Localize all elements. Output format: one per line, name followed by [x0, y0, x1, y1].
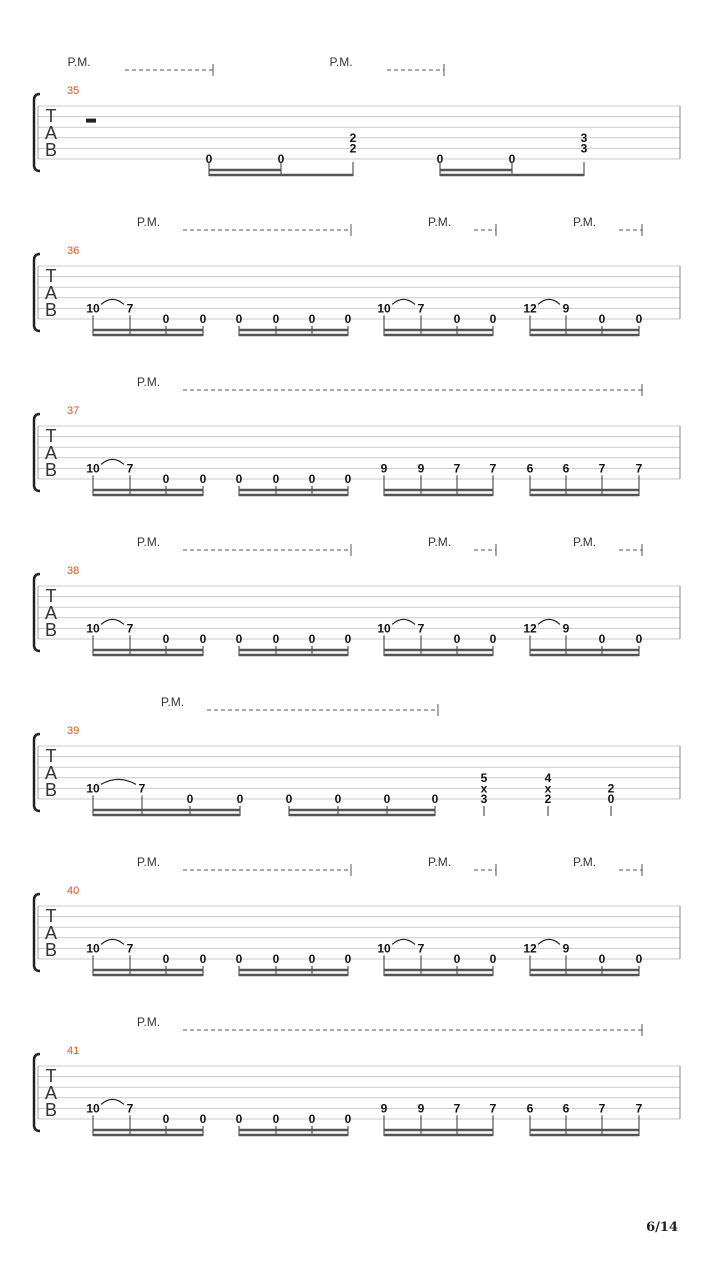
- fret-number: 0: [383, 792, 391, 806]
- palm-mute-label: P.M.: [329, 55, 353, 69]
- slur: [392, 619, 415, 624]
- fret-number: x: [544, 781, 552, 796]
- palm-mute-label: P.M.: [137, 1015, 161, 1029]
- fret-number: 6: [526, 461, 534, 476]
- fret-number: 3: [580, 130, 588, 145]
- fret-number: 0: [199, 952, 207, 966]
- fret-number: 7: [489, 461, 497, 476]
- tab-letter-a: A: [44, 1083, 58, 1103]
- fret-number: 7: [126, 941, 134, 956]
- fret-number: 7: [138, 781, 146, 796]
- tab-letter-t: T: [45, 746, 57, 766]
- fret-number: 0: [235, 632, 243, 646]
- fret-number: 0: [162, 1112, 170, 1126]
- fret-number: 0: [453, 952, 461, 966]
- fret-number: 0: [598, 632, 606, 646]
- fret-number: 7: [635, 1101, 643, 1116]
- fret-number: 0: [308, 632, 316, 646]
- fret-number: 0: [285, 792, 293, 806]
- fret-number: 7: [635, 461, 643, 476]
- fret-number: 9: [380, 1101, 388, 1116]
- measure-number: 39: [67, 725, 80, 737]
- fret-number: 0: [344, 472, 352, 486]
- fret-number: 0: [199, 472, 207, 486]
- measure-number: 37: [67, 405, 80, 417]
- fret-number: 9: [417, 461, 425, 476]
- fret-number: 7: [417, 301, 425, 316]
- fret-number: 10: [377, 621, 391, 636]
- fret-number: 0: [272, 1112, 280, 1126]
- fret-number: 7: [126, 461, 134, 476]
- fret-number: 0: [235, 952, 243, 966]
- fret-number: 0: [272, 312, 280, 326]
- fret-number: 6: [562, 461, 570, 476]
- fret-number: 2: [349, 130, 357, 145]
- fret-number: 0: [272, 952, 280, 966]
- fret-number: 5: [480, 770, 488, 785]
- tab-letter-t: T: [45, 586, 57, 606]
- palm-mute-label: P.M.: [428, 855, 452, 869]
- measure-number: 41: [67, 1045, 80, 1057]
- fret-number: 6: [562, 1101, 570, 1116]
- tab-letter-a: A: [44, 763, 58, 783]
- measure-number: 35: [67, 85, 80, 97]
- fret-number: 9: [380, 461, 388, 476]
- slur: [101, 299, 124, 304]
- tab-letter-b: B: [44, 460, 58, 480]
- tab-letter-a: A: [44, 123, 58, 143]
- tab-letter-b: B: [44, 140, 58, 160]
- fret-number: 0: [607, 792, 615, 806]
- fret-number: 0: [344, 1112, 352, 1126]
- fret-number: 0: [453, 312, 461, 326]
- fret-number: 0: [635, 952, 643, 966]
- fret-number: 0: [272, 472, 280, 486]
- tab-letter-t: T: [45, 1066, 57, 1086]
- page-number: 6/14: [646, 1220, 678, 1235]
- tab-letter-t: T: [45, 106, 57, 126]
- fret-number: 7: [453, 461, 461, 476]
- fret-number: 7: [126, 301, 134, 316]
- fret-number: 7: [598, 1101, 606, 1116]
- fret-number: 6: [526, 1101, 534, 1116]
- fret-number: 0: [199, 632, 207, 646]
- fret-number: 0: [199, 1112, 207, 1126]
- tab-letter-a: A: [44, 923, 58, 943]
- palm-mute-label: P.M.: [137, 855, 161, 869]
- fret-number: 7: [126, 621, 134, 636]
- fret-number: 10: [86, 941, 100, 956]
- fret-number: 0: [431, 792, 439, 806]
- slur: [101, 619, 124, 624]
- tab-letter-b: B: [44, 1100, 58, 1120]
- fret-number: 10: [86, 621, 100, 636]
- fret-number: 0: [162, 472, 170, 486]
- fret-number: 0: [436, 152, 444, 166]
- fret-number: 0: [199, 312, 207, 326]
- fret-number: 10: [377, 301, 391, 316]
- palm-mute-label: P.M.: [137, 375, 161, 389]
- palm-mute-label: P.M.: [67, 55, 91, 69]
- palm-mute-label: P.M.: [428, 215, 452, 229]
- fret-number: 7: [417, 621, 425, 636]
- system-40: [34, 855, 680, 976]
- fret-number: 0: [308, 1112, 316, 1126]
- palm-mute-label: P.M.: [161, 695, 185, 709]
- system-38: [34, 535, 680, 656]
- slur: [101, 779, 136, 784]
- fret-number: 0: [598, 952, 606, 966]
- fret-number: 9: [562, 941, 570, 956]
- palm-mute-label: P.M.: [573, 215, 597, 229]
- fret-number: 2: [349, 141, 357, 156]
- fret-number: 7: [126, 1101, 134, 1116]
- tab-letter-t: T: [45, 266, 57, 286]
- tab-letter-t: T: [45, 426, 57, 446]
- fret-number: 0: [162, 632, 170, 646]
- fret-number: 10: [86, 781, 100, 796]
- system-35: [34, 55, 680, 176]
- fret-number: 0: [272, 632, 280, 646]
- tab-letter-a: A: [44, 283, 58, 303]
- fret-number: 0: [235, 1112, 243, 1126]
- fret-number: 2: [607, 781, 615, 796]
- fret-number: 0: [308, 472, 316, 486]
- fret-number: 0: [308, 952, 316, 966]
- fret-number: 0: [162, 312, 170, 326]
- fret-number: 9: [417, 1101, 425, 1116]
- palm-mute-label: P.M.: [137, 215, 161, 229]
- fret-number: 10: [86, 461, 100, 476]
- fret-number: 0: [308, 312, 316, 326]
- fret-number: 0: [277, 152, 285, 166]
- fret-number: 0: [453, 632, 461, 646]
- fret-number: 4: [544, 770, 552, 785]
- fret-number: 0: [235, 472, 243, 486]
- fret-number: 2: [544, 792, 552, 806]
- fret-number: 0: [489, 632, 497, 646]
- fret-number: 9: [562, 301, 570, 316]
- measure-number: 36: [67, 245, 80, 257]
- slur: [101, 939, 124, 944]
- system-41: [34, 1015, 680, 1136]
- fret-number: 10: [86, 1101, 100, 1116]
- slur: [101, 1099, 124, 1104]
- fret-number: 0: [598, 312, 606, 326]
- tab-letter-b: B: [44, 620, 58, 640]
- palm-mute-label: P.M.: [573, 855, 597, 869]
- fret-number: 7: [598, 461, 606, 476]
- fret-number: 0: [508, 152, 516, 166]
- fret-number: 10: [86, 301, 100, 316]
- fret-number: 0: [235, 312, 243, 326]
- fret-number: 0: [635, 632, 643, 646]
- slur: [392, 299, 415, 304]
- fret-number: 3: [480, 792, 488, 806]
- fret-number: 12: [523, 941, 537, 956]
- fret-number: 0: [162, 952, 170, 966]
- system-39: [34, 695, 680, 816]
- slur: [538, 299, 560, 304]
- fret-number: 0: [344, 312, 352, 326]
- system-37: [34, 375, 680, 496]
- system-36: [34, 215, 680, 336]
- tab-letter-b: B: [44, 780, 58, 800]
- slur: [538, 619, 560, 624]
- fret-number: 0: [186, 792, 194, 806]
- measure-number: 38: [67, 565, 80, 577]
- slur: [538, 939, 560, 944]
- fret-number: 12: [523, 301, 537, 316]
- fret-number: 10: [377, 941, 391, 956]
- fret-number: 0: [344, 632, 352, 646]
- fret-number: 0: [334, 792, 342, 806]
- tab-letter-a: A: [44, 603, 58, 623]
- fret-number: 0: [344, 952, 352, 966]
- fret-number: 0: [489, 312, 497, 326]
- fret-number: 7: [417, 941, 425, 956]
- fret-number: x: [480, 781, 488, 796]
- slur: [392, 939, 415, 944]
- palm-mute-label: P.M.: [137, 535, 161, 549]
- tab-letter-t: T: [45, 906, 57, 926]
- rest-symbol: [86, 119, 96, 123]
- tab-letter-b: B: [44, 300, 58, 320]
- tab-letter-a: A: [44, 443, 58, 463]
- fret-number: 0: [489, 952, 497, 966]
- fret-number: 0: [236, 792, 244, 806]
- fret-number: 7: [489, 1101, 497, 1116]
- fret-number: 0: [635, 312, 643, 326]
- fret-number: 0: [205, 152, 213, 166]
- tab-letter-b: B: [44, 940, 58, 960]
- fret-number: 3: [580, 141, 588, 156]
- measure-number: 40: [67, 885, 80, 897]
- palm-mute-label: P.M.: [428, 535, 452, 549]
- fret-number: 9: [562, 621, 570, 636]
- fret-number: 12: [523, 621, 537, 636]
- palm-mute-label: P.M.: [573, 535, 597, 549]
- fret-number: 7: [453, 1101, 461, 1116]
- slur: [101, 459, 124, 464]
